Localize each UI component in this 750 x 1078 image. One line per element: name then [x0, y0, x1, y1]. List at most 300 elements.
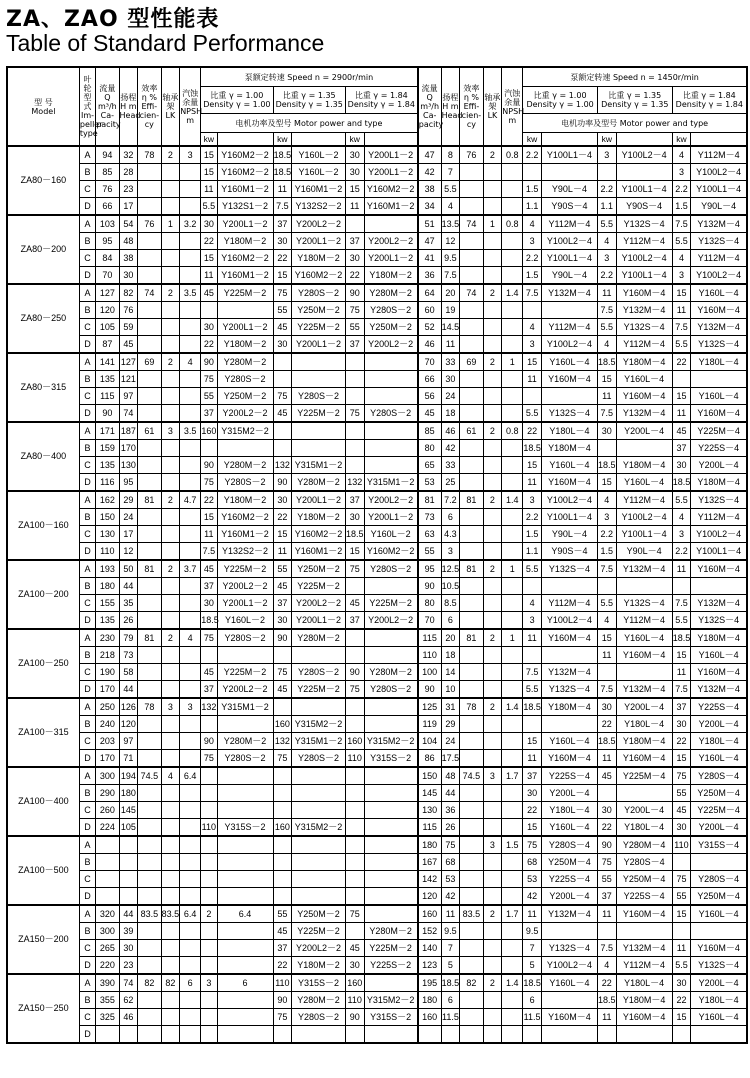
table-cell: [138, 888, 161, 906]
table-cell: [345, 888, 364, 906]
table-cell: Y132M－4: [691, 681, 747, 699]
table-cell: 4: [161, 767, 180, 785]
table-cell: 127: [96, 284, 119, 302]
table-cell: 53: [418, 474, 441, 492]
table-cell: 42: [441, 888, 460, 906]
table-cell: [364, 629, 418, 647]
table-cell: Y160L－2: [292, 164, 346, 181]
table-cell: A: [79, 422, 95, 440]
table-cell: [418, 1026, 441, 1044]
table-cell: Y160L－4: [691, 647, 747, 664]
table-cell: 105: [119, 819, 138, 837]
table-cell: Y200L－4: [691, 457, 747, 474]
table-cell: 74: [460, 284, 483, 302]
table-cell: 230: [96, 629, 119, 647]
table-cell: [161, 871, 180, 888]
table-row: [7, 250, 747, 267]
table-cell: 18.5: [672, 629, 691, 647]
table-cell: 193: [96, 560, 119, 578]
table-cell: 11: [672, 302, 691, 319]
header-speed-2900: 泵额定转速 Speed n = 2900r/min: [201, 67, 418, 87]
table-cell: Y225M－2: [217, 284, 273, 302]
table-cell: Y225M－2: [292, 405, 346, 423]
table-cell: Y132S－4: [616, 319, 672, 336]
table-cell: [502, 371, 523, 388]
table-cell: [460, 595, 483, 612]
table-cell: Y132S－4: [541, 405, 597, 423]
table-cell: [502, 440, 523, 457]
table-cell: 73: [418, 509, 441, 526]
table-cell: 83.5: [161, 905, 180, 923]
table-cell: 37: [672, 440, 691, 457]
table-cell: [460, 854, 483, 871]
table-cell: Y180L－4: [616, 974, 672, 992]
table-cell: Y280M－2: [217, 733, 273, 750]
table-cell: Y280S－2: [292, 1009, 346, 1026]
table-cell: [364, 974, 418, 992]
table-cell: 15: [672, 1009, 691, 1026]
table-cell: 48: [119, 233, 138, 250]
table-cell: A: [79, 905, 95, 923]
table-cell: 150: [96, 509, 119, 526]
table-cell: Y225S－4: [616, 888, 672, 906]
table-cell: 30: [597, 422, 616, 440]
table-cell: Y200L1－2: [217, 319, 273, 336]
table-cell: 15: [672, 905, 691, 923]
table-cell: 36: [441, 802, 460, 819]
table-cell: [483, 233, 502, 250]
table-cell: 44: [441, 785, 460, 802]
table-cell: 74.5: [138, 767, 161, 785]
table-cell: [180, 198, 201, 216]
table-cell: 260: [96, 802, 119, 819]
table-cell: 155: [96, 595, 119, 612]
table-cell: [138, 440, 161, 457]
table-cell: Y90S－4: [616, 198, 672, 216]
table-cell: 3: [672, 267, 691, 285]
table-cell: Y180M－4: [616, 353, 672, 371]
table-cell: [161, 336, 180, 354]
table-cell: [502, 647, 523, 664]
table-row: [7, 267, 747, 285]
table-cell: C: [79, 1009, 95, 1026]
table-cell: [161, 888, 180, 906]
table-cell: 300: [96, 923, 119, 940]
table-cell: Y315S－2: [364, 1009, 418, 1026]
table-cell: [460, 526, 483, 543]
table-cell: [364, 785, 418, 802]
table-cell: 127: [119, 353, 138, 371]
table-cell: 82: [460, 974, 483, 992]
table-cell: [138, 336, 161, 354]
table-cell: 11: [597, 750, 616, 768]
table-cell: 5: [523, 957, 542, 975]
header-kw: kw: [273, 133, 292, 147]
table-cell: 125: [418, 698, 441, 716]
table-cell: 355: [96, 992, 119, 1009]
table-cell: [345, 785, 364, 802]
table-cell: Y112M－4: [616, 612, 672, 630]
table-cell: 152: [418, 923, 441, 940]
table-cell: 15: [273, 526, 292, 543]
table-cell: [364, 716, 418, 733]
table-cell: [483, 1009, 502, 1026]
table-cell: [201, 940, 217, 957]
table-cell: 94: [96, 146, 119, 164]
table-cell: [345, 716, 364, 733]
table-cell: 15: [523, 733, 542, 750]
table-cell: Y160M－4: [541, 1009, 597, 1026]
table-cell: [161, 233, 180, 250]
table-cell: 75: [273, 664, 292, 681]
table-cell: [691, 371, 747, 388]
table-cell: [502, 681, 523, 699]
table-cell: 123: [418, 957, 441, 975]
table-cell: C: [79, 319, 95, 336]
table-cell: Y225S－2: [364, 957, 418, 975]
table-cell: 4: [597, 233, 616, 250]
table-cell: [292, 836, 346, 854]
table-cell: [691, 923, 747, 940]
table-cell: 5.5: [441, 181, 460, 198]
table-cell: 45: [273, 923, 292, 940]
table-row: [7, 957, 747, 975]
header-head-1450: 扬程 H m Head: [441, 67, 460, 146]
table-cell: 20: [441, 629, 460, 647]
table-cell: C: [79, 181, 95, 198]
table-cell: Y160L－4: [691, 284, 747, 302]
table-body: [7, 146, 747, 1043]
model-cell: ZA80－250: [7, 284, 79, 353]
table-cell: [364, 353, 418, 371]
table-cell: Y160L－4: [616, 371, 672, 388]
table-cell: 46: [418, 336, 441, 354]
table-cell: 35: [119, 595, 138, 612]
table-cell: [161, 198, 180, 216]
table-cell: [460, 819, 483, 837]
header-kw: kw: [345, 133, 364, 147]
table-cell: Y100L2－4: [541, 491, 597, 509]
table-cell: [523, 302, 542, 319]
table-cell: Y315S－2: [292, 974, 346, 992]
table-cell: [217, 1026, 273, 1044]
table-cell: 116: [96, 474, 119, 492]
table-cell: [541, 164, 597, 181]
table-cell: 162: [96, 491, 119, 509]
table-cell: [217, 785, 273, 802]
table-cell: [597, 664, 616, 681]
table-cell: 17.5: [441, 750, 460, 768]
table-cell: Y225S－4: [691, 698, 747, 716]
table-cell: 300: [96, 767, 119, 785]
table-row: [7, 578, 747, 595]
table-cell: 160: [345, 733, 364, 750]
table-cell: B: [79, 992, 95, 1009]
table-cell: [364, 819, 418, 837]
table-cell: [483, 474, 502, 492]
table-cell: 18: [441, 405, 460, 423]
table-cell: [483, 405, 502, 423]
table-cell: [161, 940, 180, 957]
table-cell: [345, 767, 364, 785]
table-cell: [180, 716, 201, 733]
table-cell: 4: [597, 612, 616, 630]
table-cell: 30: [672, 819, 691, 837]
table-cell: [96, 1026, 119, 1044]
table-cell: 3: [597, 509, 616, 526]
table-cell: 15: [523, 457, 542, 474]
table-cell: Y112M－4: [691, 509, 747, 526]
table-cell: Y180L－4: [616, 716, 672, 733]
model-cell: ZA80－200: [7, 215, 79, 284]
table-cell: 103: [96, 215, 119, 233]
table-cell: Y132S－4: [691, 612, 747, 630]
table-cell: [523, 716, 542, 733]
table-cell: Y180M－2: [292, 957, 346, 975]
table-cell: [460, 888, 483, 906]
table-cell: Y132S－4: [541, 940, 597, 957]
table-cell: [273, 1026, 292, 1044]
table-cell: 30: [273, 612, 292, 630]
table-cell: Y112M－4: [616, 491, 672, 509]
table-cell: [364, 578, 418, 595]
table-cell: 15: [672, 647, 691, 664]
table-cell: 55: [672, 888, 691, 906]
table-cell: 18.5: [345, 526, 364, 543]
table-cell: Y225M－2: [292, 681, 346, 699]
table-cell: [460, 871, 483, 888]
table-cell: [483, 388, 502, 405]
table-cell: Y90L－4: [691, 198, 747, 216]
header-density-184: 比重 γ = 1.84 Density γ = 1.84: [345, 87, 417, 114]
table-cell: [161, 509, 180, 526]
table-cell: Y160M2－2: [217, 509, 273, 526]
table-cell: 115: [96, 388, 119, 405]
table-cell: 18.5: [597, 353, 616, 371]
table-cell: [273, 353, 292, 371]
table-cell: 61: [460, 422, 483, 440]
table-cell: 4: [180, 353, 201, 371]
table-cell: [672, 923, 691, 940]
table-cell: [672, 854, 691, 871]
table-cell: 145: [119, 802, 138, 819]
table-cell: Y100L1－4: [616, 526, 672, 543]
header-head: 扬程 H m Head: [119, 67, 138, 146]
table-cell: 74: [460, 215, 483, 233]
table-cell: [460, 388, 483, 405]
table-cell: [483, 957, 502, 975]
table-cell: [217, 854, 273, 871]
table-cell: Y100L2－4: [616, 509, 672, 526]
table-cell: 6: [441, 992, 460, 1009]
table-cell: 64: [418, 284, 441, 302]
table-cell: [138, 923, 161, 940]
table-cell: Y132M－4: [691, 595, 747, 612]
table-cell: Y160M－4: [616, 1009, 672, 1026]
table-cell: 18.5: [201, 612, 217, 630]
table-cell: Y180L－4: [691, 992, 747, 1009]
table-cell: D: [79, 750, 95, 768]
table-row: [7, 716, 747, 733]
table-cell: Y132M－4: [541, 905, 597, 923]
table-cell: Y180L－4: [691, 353, 747, 371]
table-cell: Y315M1－2: [364, 474, 418, 492]
table-cell: [460, 302, 483, 319]
table-cell: 110: [418, 647, 441, 664]
table-cell: 3.2: [180, 215, 201, 233]
table-cell: [483, 578, 502, 595]
table-cell: 74: [119, 405, 138, 423]
table-cell: 45: [672, 422, 691, 440]
table-cell: B: [79, 923, 95, 940]
table-cell: [96, 836, 119, 854]
table-cell: Y160M2－2: [364, 543, 418, 561]
table-cell: 18.5: [597, 992, 616, 1009]
model-cell: ZA150－250: [7, 974, 79, 1043]
table-cell: 22: [273, 509, 292, 526]
table-cell: 90: [345, 1009, 364, 1026]
table-cell: 18.5: [523, 974, 542, 992]
table-cell: 90: [597, 836, 616, 854]
table-cell: 1.1: [523, 543, 542, 561]
table-cell: 11: [672, 940, 691, 957]
header-density-100-1450: 比重 γ = 1.00 Density γ = 1.00: [523, 87, 598, 114]
table-cell: [460, 716, 483, 733]
table-cell: [460, 336, 483, 354]
table-cell: 4: [523, 595, 542, 612]
table-cell: Y100L2－4: [691, 267, 747, 285]
table-cell: 75: [345, 560, 364, 578]
table-cell: 11: [523, 629, 542, 647]
table-cell: [273, 871, 292, 888]
table-cell: 11: [273, 543, 292, 561]
table-cell: [616, 578, 672, 595]
header-kw: kw: [523, 133, 542, 147]
table-cell: 78: [460, 698, 483, 716]
table-cell: 2: [161, 491, 180, 509]
table-cell: [161, 923, 180, 940]
table-cell: 74: [138, 284, 161, 302]
table-cell: Y280S－2: [364, 560, 418, 578]
table-cell: [201, 767, 217, 785]
table-cell: 6: [523, 992, 542, 1009]
table-cell: 7: [441, 164, 460, 181]
table-cell: 218: [96, 647, 119, 664]
table-cell: 90: [345, 664, 364, 681]
table-cell: 7.5: [597, 940, 616, 957]
table-cell: 4: [441, 198, 460, 216]
table-cell: 11.5: [523, 1009, 542, 1026]
table-cell: [502, 543, 523, 561]
table-cell: 90: [201, 353, 217, 371]
table-cell: 17: [119, 526, 138, 543]
table-cell: 75: [201, 474, 217, 492]
table-cell: Y100L1－4: [616, 181, 672, 198]
table-cell: [273, 888, 292, 906]
table-cell: Y90L－4: [541, 267, 597, 285]
table-cell: [180, 388, 201, 405]
table-cell: 87: [96, 336, 119, 354]
table-cell: 265: [96, 940, 119, 957]
table-cell: [616, 664, 672, 681]
table-cell: C: [79, 250, 95, 267]
table-cell: Y315M1－2: [217, 698, 273, 716]
table-cell: Y160L－4: [691, 388, 747, 405]
table-cell: 75: [273, 284, 292, 302]
table-cell: [292, 440, 346, 457]
table-cell: 0.8: [502, 146, 523, 164]
table-cell: [502, 992, 523, 1009]
table-cell: [345, 1026, 364, 1044]
table-cell: 150: [418, 767, 441, 785]
table-cell: 1: [502, 353, 523, 371]
table-cell: Y100L2－4: [616, 146, 672, 164]
table-cell: Y90S－4: [541, 543, 597, 561]
table-cell: 3: [523, 233, 542, 250]
table-cell: 4: [672, 509, 691, 526]
table-cell: [161, 578, 180, 595]
table-cell: 110: [345, 750, 364, 768]
table-cell: 42: [441, 440, 460, 457]
table-cell: 6: [441, 612, 460, 630]
table-cell: [483, 181, 502, 198]
table-cell: Y180M－4: [691, 474, 747, 492]
table-cell: 30: [597, 698, 616, 716]
table-cell: 45: [672, 802, 691, 819]
table-cell: 15: [201, 250, 217, 267]
table-cell: 5.5: [523, 681, 542, 699]
table-cell: [180, 1026, 201, 1044]
table-cell: [273, 785, 292, 802]
table-cell: [460, 923, 483, 940]
table-cell: 2: [483, 698, 502, 716]
table-cell: 1.1: [523, 198, 542, 216]
table-cell: [364, 767, 418, 785]
table-cell: [460, 578, 483, 595]
table-cell: 30: [273, 491, 292, 509]
table-cell: Y132S－4: [616, 595, 672, 612]
table-cell: Y250M－2: [364, 319, 418, 336]
table-cell: Y160M－4: [691, 664, 747, 681]
table-cell: 120: [119, 716, 138, 733]
performance-table: [6, 66, 748, 1044]
table-cell: 2: [161, 560, 180, 578]
table-cell: Y200L2－2: [292, 595, 346, 612]
table-row: [7, 664, 747, 681]
table-cell: Y180M－2: [292, 250, 346, 267]
table-cell: C: [79, 595, 95, 612]
table-cell: A: [79, 698, 95, 716]
table-cell: [460, 267, 483, 285]
table-cell: [672, 1026, 691, 1044]
table-cell: 170: [96, 681, 119, 699]
table-cell: Y180M－4: [616, 733, 672, 750]
table-cell: 11: [441, 905, 460, 923]
table-cell: 83.5: [460, 905, 483, 923]
table-cell: Y280M－2: [364, 923, 418, 940]
table-cell: 81: [138, 560, 161, 578]
table-cell: [483, 526, 502, 543]
table-cell: 45: [201, 284, 217, 302]
header-impeller: 叶轮型式 Im-peller type: [79, 67, 95, 146]
table-cell: 7.2: [441, 491, 460, 509]
table-row: [7, 284, 747, 302]
table-cell: [502, 1026, 523, 1044]
table-cell: 44: [119, 578, 138, 595]
table-cell: 2.2: [597, 181, 616, 198]
table-cell: [541, 647, 597, 664]
table-cell: D: [79, 543, 95, 561]
